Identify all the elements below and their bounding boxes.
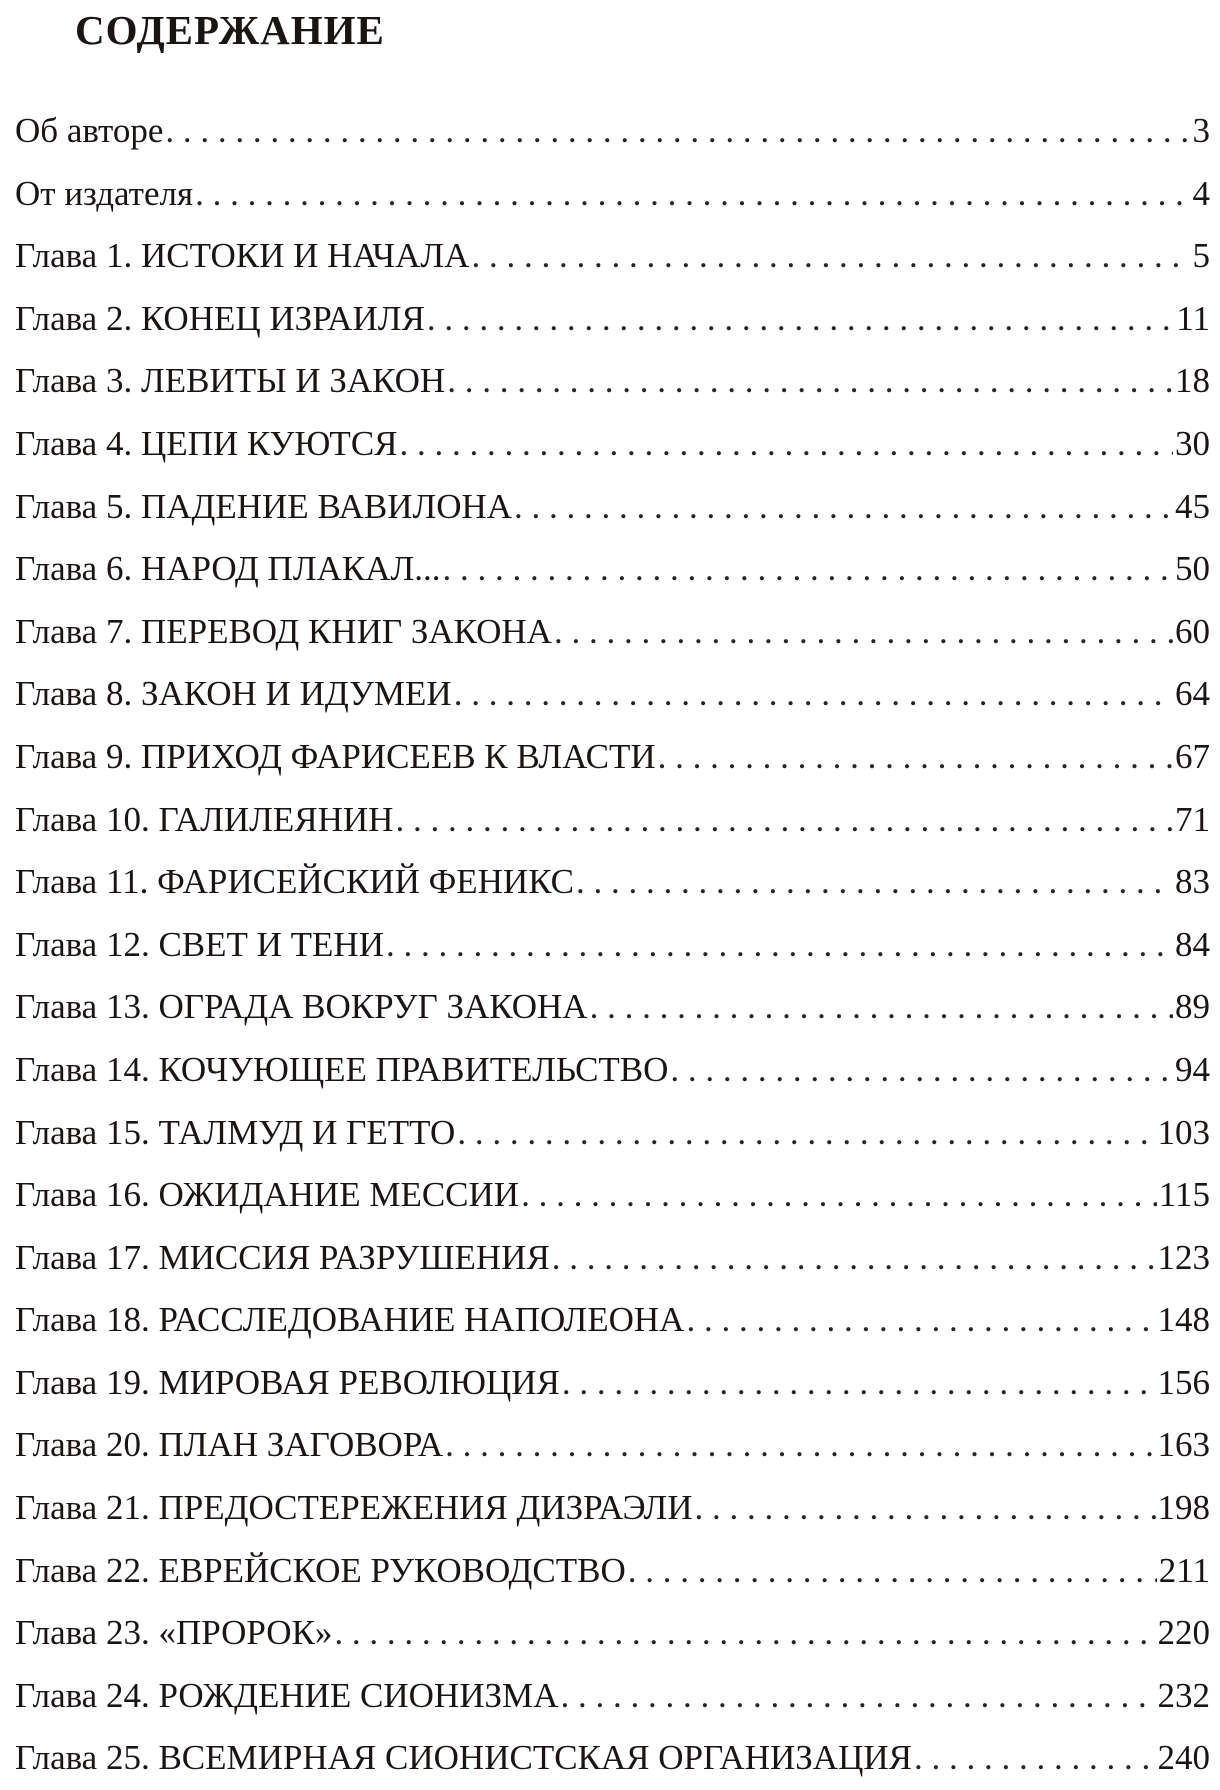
toc-entry-title: Глава 2. КОНЕЦ ИЗРАИЛЯ [15, 298, 425, 338]
toc-entry-page: 3 [1192, 111, 1210, 150]
toc-entry-page: 5 [1192, 236, 1210, 276]
toc-entry-page: 4 [1192, 173, 1210, 213]
table-of-contents [15, 100, 1210, 1790]
toc-entry [15, 851, 1210, 914]
dot-leader [514, 476, 1173, 539]
toc-entry-page: 67 [1175, 736, 1210, 776]
toc-entry-page: 60 [1175, 611, 1210, 651]
dot-leader [195, 163, 1190, 226]
dot-leader [447, 350, 1173, 413]
toc-entry-title: Глава 12. СВЕТ И ТЕНИ [15, 924, 384, 964]
toc-entry-title: Глава 21. ПРЕДОСТЕРЕЖЕНИЯ ДИЗРАЭЛИ [15, 1488, 693, 1528]
dot-leader [686, 1289, 1155, 1352]
dot-leader [427, 288, 1174, 351]
dot-leader [442, 538, 1173, 601]
toc-entry-title: Глава 7. ПЕРЕВОД КНИГ ЗАКОНА [15, 611, 552, 651]
toc-entry-page: 163 [1157, 1425, 1210, 1465]
toc-entry [15, 1227, 1210, 1290]
toc-entry-page: 123 [1157, 1237, 1210, 1277]
toc-entry-page: 50 [1175, 549, 1210, 589]
toc-entry [15, 1540, 1210, 1603]
toc-entry [15, 538, 1210, 601]
dot-leader [658, 726, 1173, 789]
toc-entry-title: Глава 25. ВСЕМИРНАЯ СИОНИСТСКАЯ ОРГАНИЗАЦИЯ [15, 1738, 912, 1778]
toc-entry-title: Глава 6. НАРОД ПЛАКАЛ... [15, 549, 441, 589]
dot-leader [386, 914, 1173, 977]
dot-leader [395, 789, 1173, 852]
toc-entry-page: 220 [1157, 1613, 1210, 1653]
toc-entry-title: Глава 11. ФАРИСЕЙСКИЙ ФЕНИКС [15, 862, 575, 902]
toc-entry [15, 726, 1210, 789]
toc-entry [15, 1727, 1210, 1790]
toc-entry-page: 211 [1158, 1550, 1210, 1590]
toc-entry-title: Глава 1. ИСТОКИ И НАЧАЛА [15, 236, 470, 276]
dot-leader [552, 1227, 1156, 1290]
toc-entry-title: От издателя [15, 173, 194, 213]
dot-leader [694, 1477, 1155, 1540]
toc-entry [15, 976, 1210, 1039]
dot-leader [334, 1602, 1155, 1665]
toc-entry [15, 413, 1210, 476]
toc-entry-title: Глава 5. ПАДЕНИЕ ВАВИЛОНА [15, 486, 513, 526]
toc-entry-title: Глава 3. ЛЕВИТЫ И ЗАКОН [15, 361, 446, 401]
dot-leader [521, 1164, 1157, 1227]
toc-entry-title: Глава 9. ПРИХОД ФАРИСЕЕВ К ВЛАСТИ [15, 736, 656, 776]
toc-entry-title: Глава 14. КОЧУЮЩЕЕ ПРАВИТЕЛЬСТВО [15, 1049, 669, 1089]
dot-leader [670, 1039, 1173, 1102]
toc-entry [15, 789, 1210, 852]
toc-entry-title: Глава 22. ЕВРЕЙСКОЕ РУКОВОДСТВО [15, 1550, 626, 1590]
dot-leader [560, 1665, 1155, 1728]
dot-leader [554, 601, 1173, 664]
toc-entry-page: 94 [1175, 1049, 1210, 1089]
dot-leader [576, 851, 1173, 914]
toc-entry [15, 663, 1210, 726]
toc-entry-title: Глава 10. ГАЛИЛЕЯНИН [15, 799, 394, 839]
toc-entry-title: Глава 16. ОЖИДАНИЕ МЕССИИ [15, 1175, 520, 1215]
toc-entry-page: 148 [1157, 1300, 1210, 1340]
toc-entry-page: 64 [1175, 674, 1210, 714]
dot-leader [628, 1540, 1157, 1603]
toc-entry-page: 83 [1175, 862, 1210, 902]
toc-entry-title: Глава 18. РАССЛЕДОВАНИЕ НАПОЛЕОНА [15, 1300, 685, 1340]
toc-entry [15, 1102, 1210, 1165]
toc-entry [15, 914, 1210, 977]
toc-entry-page: 156 [1157, 1362, 1210, 1402]
toc-entry-page: 240 [1157, 1738, 1210, 1778]
toc-entry-title: Глава 20. ПЛАН ЗАГОВОРА [15, 1425, 444, 1465]
toc-entry [15, 225, 1210, 288]
toc-entry [15, 288, 1210, 351]
page-title: СОДЕРЖАНИЕ [75, 7, 385, 53]
toc-entry [15, 1602, 1210, 1665]
toc-entry [15, 100, 1210, 163]
toc-entry [15, 350, 1210, 413]
toc-entry-title: Глава 4. ЦЕПИ КУЮТСЯ [15, 423, 398, 463]
toc-entry [15, 1039, 1210, 1102]
dot-leader [457, 1102, 1155, 1165]
toc-entry [15, 163, 1210, 226]
toc-entry-title: Глава 19. МИРОВАЯ РЕВОЛЮЦИЯ [15, 1362, 560, 1402]
dot-leader [165, 100, 1190, 163]
dot-leader [454, 663, 1173, 726]
toc-entry-page: 198 [1157, 1488, 1210, 1528]
toc-entry [15, 601, 1210, 664]
dot-leader [914, 1727, 1156, 1790]
toc-entry-title: Глава 23. «ПРОРОК» [15, 1613, 333, 1653]
dot-leader [562, 1352, 1156, 1415]
toc-entry-page: 11 [1176, 298, 1210, 338]
toc-entry-page: 89 [1175, 987, 1210, 1027]
toc-entry-page: 115 [1158, 1175, 1210, 1215]
toc-entry [15, 1414, 1210, 1477]
dot-leader [445, 1414, 1155, 1477]
toc-entry-page: 71 [1175, 799, 1210, 839]
toc-entry [15, 1665, 1210, 1728]
toc-entry-title: Глава 13. ОГРАДА ВОКРУГ ЗАКОНА [15, 987, 588, 1027]
toc-entry-title: Глава 17. МИССИЯ РАЗРУШЕНИЯ [15, 1237, 550, 1277]
toc-entry-page: 232 [1157, 1675, 1210, 1715]
toc-entry [15, 1289, 1210, 1352]
toc-entry [15, 1477, 1210, 1540]
toc-entry [15, 1164, 1210, 1227]
toc-entry-page: 45 [1175, 486, 1210, 526]
toc-entry-title: Глава 15. ТАЛМУД И ГЕТТО [15, 1112, 456, 1152]
dot-leader [590, 976, 1173, 1039]
toc-entry [15, 1352, 1210, 1415]
dot-leader [471, 225, 1190, 288]
toc-entry-title: Глава 24. РОЖДЕНИЕ СИОНИЗМА [15, 1675, 559, 1715]
toc-entry-page: 18 [1175, 361, 1210, 401]
dot-leader [400, 413, 1173, 476]
toc-entry-page: 84 [1175, 924, 1210, 964]
toc-entry-title: Глава 8. ЗАКОН И ИДУМЕИ [15, 674, 452, 714]
toc-entry-page: 103 [1157, 1112, 1210, 1152]
toc-entry-page: 30 [1175, 423, 1210, 463]
toc-entry [15, 476, 1210, 539]
toc-entry-title: Об авторе [15, 111, 164, 150]
